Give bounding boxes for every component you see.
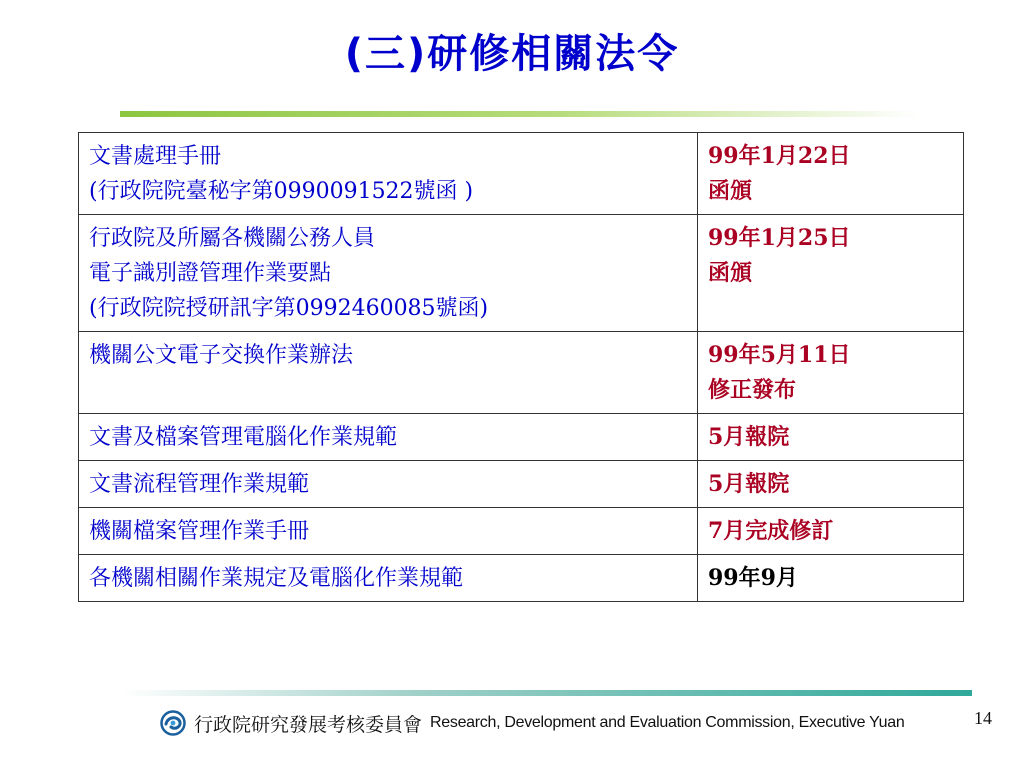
footer <box>160 708 904 738</box>
table-row <box>79 133 964 215</box>
table-row <box>79 414 964 461</box>
table-row <box>79 215 964 332</box>
regulation-name-line: 機關公文電子交換作業辦法 <box>89 343 354 368</box>
footer-org-name-en: Research, Development and Evaluation Commission, Executive Yuan <box>430 714 905 731</box>
regulations-table <box>78 132 964 602</box>
regulation-status-line: 函頒 <box>708 260 753 286</box>
regulation-status-line: 函頒 <box>708 178 753 204</box>
regulation-status-cell <box>698 555 964 602</box>
table-row <box>79 332 964 414</box>
regulation-status-cell <box>698 332 964 414</box>
regulation-name-line: 文書及檔案管理電腦化作業規範 <box>89 425 398 450</box>
regulation-name-cell <box>79 508 698 555</box>
regulation-name-cell <box>79 215 698 332</box>
regulation-status-line: 99年1月22日 <box>708 143 851 169</box>
regulation-status-line: 99年5月11日 <box>708 342 851 368</box>
regulation-status-cell <box>698 461 964 508</box>
regulation-status-cell <box>698 414 964 461</box>
regulation-name-line: 機關檔案管理作業手冊 <box>89 519 310 544</box>
footer-org-name-zh: 行政院研究發展考核委員會 <box>194 713 423 736</box>
table-row <box>79 461 964 508</box>
regulation-name-line: (行政院院臺秘字第0990091522號函 ) <box>89 179 474 204</box>
regulation-status-cell <box>698 215 964 332</box>
regulation-name-cell <box>79 332 698 414</box>
regulation-status-cell <box>698 133 964 215</box>
regulation-status-line: 99年1月25日 <box>708 225 851 251</box>
regulation-status-cell <box>698 508 964 555</box>
regulation-name-line: 行政院及所屬各機關公務人員 <box>89 226 376 251</box>
regulation-status-line: 99年9月 <box>708 565 798 591</box>
regulation-name-line: 電子識別證管理作業要點 <box>89 261 332 286</box>
regulation-status-line: 5月報院 <box>708 424 790 450</box>
regulation-name-cell <box>79 414 698 461</box>
regulation-name-cell <box>79 461 698 508</box>
table-row <box>79 555 964 602</box>
page-number: 14 <box>974 708 992 728</box>
regulation-name-cell <box>79 133 698 215</box>
regulation-status-line: 5月報院 <box>708 471 790 497</box>
regulation-status-line: 修正發布 <box>708 377 797 403</box>
title-underline <box>120 111 920 117</box>
regulation-name-line: 文書流程管理作業規範 <box>89 472 310 497</box>
regulation-status-line: 7月完成修訂 <box>708 518 834 544</box>
regulation-name-line: 各機關相關作業規定及電腦化作業規範 <box>89 566 464 591</box>
slide-title: (三)研修相關法令 <box>344 31 680 77</box>
rdec-logo-icon <box>160 710 186 736</box>
regulation-name-cell <box>79 555 698 602</box>
table-row <box>79 508 964 555</box>
regulation-name-line: (行政院院授研訊字第0992460085號函) <box>89 296 489 321</box>
footer-divider <box>120 690 972 696</box>
regulation-name-line: 文書處理手冊 <box>89 144 222 169</box>
